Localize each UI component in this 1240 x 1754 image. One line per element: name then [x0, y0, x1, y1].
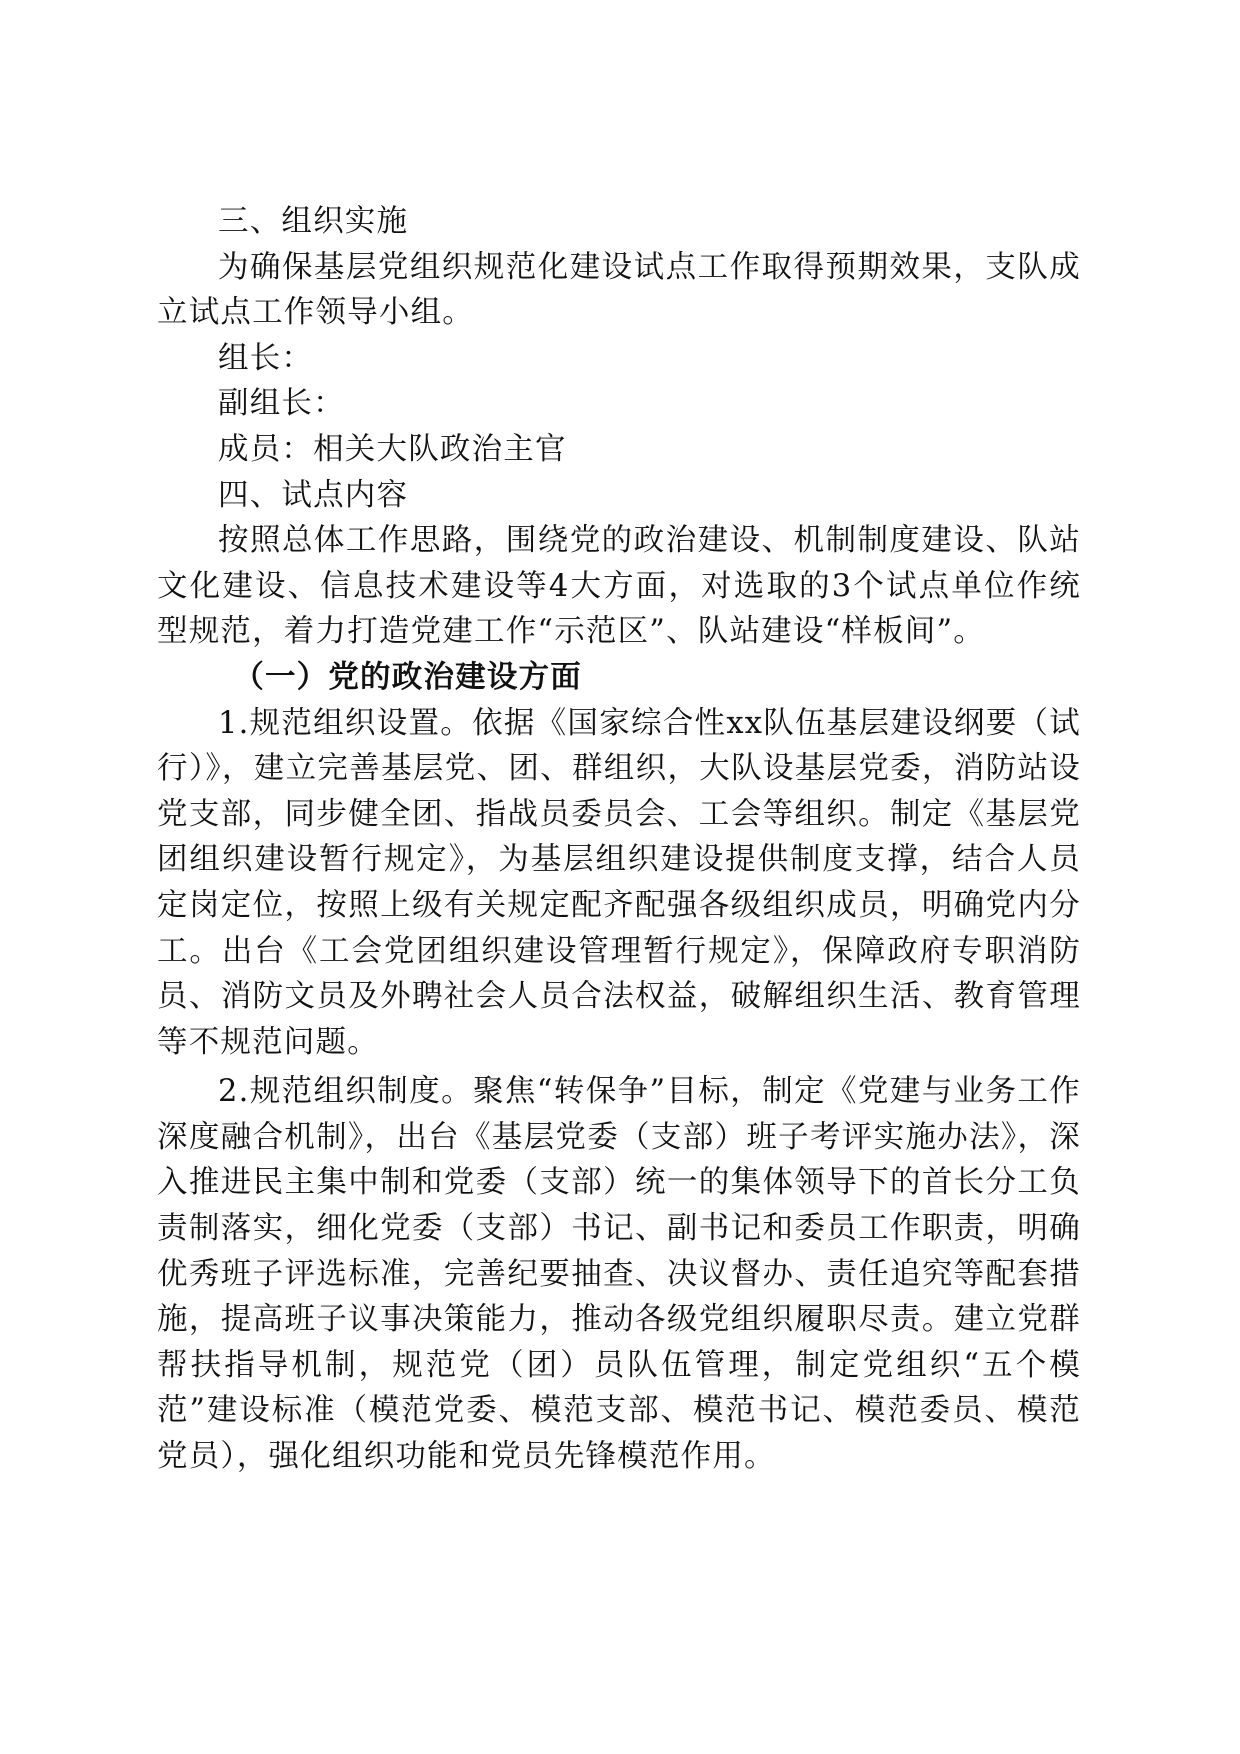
- leader-line: 组长：: [218, 340, 314, 376]
- members-line: 成员：相关大队政治主官: [218, 431, 567, 467]
- subsection-1-heading: （一）党的政治建设方面: [233, 658, 582, 695]
- deputy-leader-line: 副组长：: [218, 386, 345, 422]
- section-3-intro: 为确保基层党组织规范化建设试点工作取得预期效果，支队成立试点工作领导小组。: [157, 249, 1081, 331]
- section-3-heading: 三、组织实施: [218, 204, 409, 239]
- section-4-heading: 四、试点内容: [218, 477, 409, 513]
- section-4-intro: 按照总体工作思路，围绕党的政治建设、机制制度建设、队站文化建设、信息技术建设等4大方面，对选取的3个试点单位作统型规范，着力打造党建工作“示范区”、队站建设“样板间”。: [157, 523, 1081, 650]
- item-2-paragraph: 2.规范组织制度。聚焦“转保争”目标，制定《党建与业务工作深度融合机制》，出台《基层党委（支部）班子考评实施办法》，深入推进民主集中制和党委（支部）统一的集体领导下的首长分工负责制落实，细化党委（支部）书记、副书记和委员工作职责，明确优秀班子评选标准，完善纪要抽查、决议督办、责任追究等配套措施，提高班子议事决策能力，推动各级党组织履职尽责。建立党群帮扶指导机制，规范党（团）员队伍管理，制定党组织“五个模范”建设标准（模范党委、模范支部、模范书记、模范委员、模范党员），强化组织功能和党员先锋模范作用。: [157, 1074, 1081, 1475]
- document-page: [157, 199, 1081, 1480]
- item-1-paragraph: 1.规范组织设置。依据《国家综合性xx队伍基层建设纲要（试行）》，建立完善基层党、团、群组织，大队设基层党委，消防站设党支部，同步健全团、指战员委员会、工会等组织。制定《基层党团组织建设暂行规定》，为基层组织建设提供制度支撑，结合人员定岗定位，按照上级有关规定配齐配强各级组织成员，明确党内分工。出台《工会党团组织建设管理暂行规定》，保障政府专职消防员、消防文员及外聘社会人员合法权益，破解组织生活、教育管理等不规范问题。: [157, 705, 1081, 1060]
